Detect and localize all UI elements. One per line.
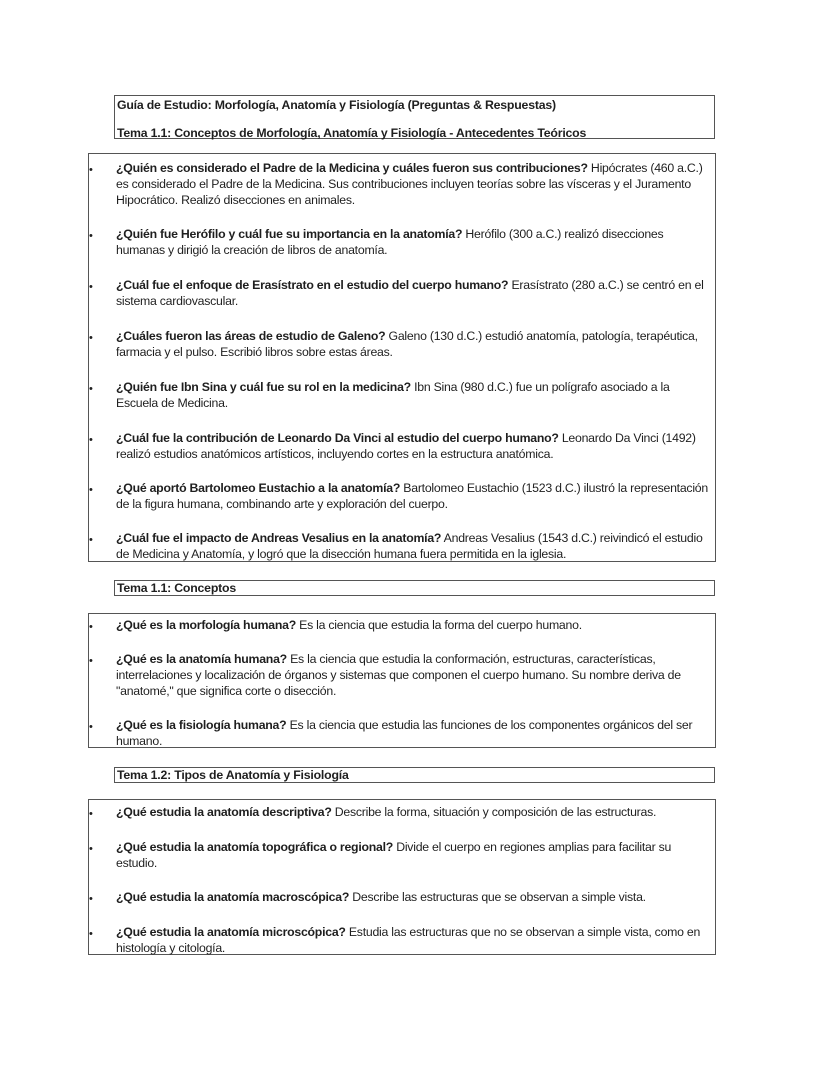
question: ¿Qué estudia la anatomía topográfica o regional? [116,840,394,854]
section-title-types: Tema 1.2: Tipos de Anatomía y Fisiología [114,767,715,783]
document-header [114,95,715,139]
bullet-marker: • [89,230,93,242]
bullet-marker: • [89,893,93,905]
question: ¿Qué estudia la anatomía microscópica? [116,925,346,939]
question: ¿Qué es la fisiología humana? [116,718,287,732]
bullet-marker: • [89,928,93,940]
answer: Galeno (130 d.C.) estudió anatomía, patología, terapéutica, farmacia y el pulso. Escribió libros sobre estas áreas. [116,329,698,359]
question: ¿Qué aportó Bartolomeo Eustachio a la anatomía? [116,481,401,495]
answer: Leonardo Da Vinci (1492) realizó estudios anatómicos artísticos, incluyendo cortes en la estructura anatómica. [116,431,696,461]
question: ¿Quién fue Ibn Sina y cuál fue su rol en la medicina? [116,380,411,394]
answer: Hipócrates (460 a.C.) es considerado el Padre de la Medicina. Sus contribuciones incluyen teorías sobre las vísceras y el Juramento Hipocrático. Realizó disecciones en animales. [116,161,703,207]
answer: Es la ciencia que estudia la forma del cuerpo humano. [295,618,582,632]
list-item [116,804,714,820]
bullet-marker: • [89,721,93,733]
section-title-concepts: Tema 1.1: Conceptos [114,580,715,596]
question: ¿Qué es la anatomía humana? [116,652,287,666]
list-item [116,651,714,699]
answer: Bartolomeo Eustachio (1523 d.C.) ilustró la representación de la figura humana, combinando arte y exploración del cuerpo. [116,481,708,511]
question: ¿Quién fue Herófilo y cuál fue su importancia en la anatomía? [116,227,463,241]
question: ¿Cuáles fueron las áreas de estudio de Galeno? [116,329,386,343]
answer: Divide el cuerpo en regiones amplias para facilitar su estudio. [116,840,672,870]
list-item [116,328,714,360]
answer: Herófilo (300 a.C.) realizó disecciones humanas y dirigió la creación de libros de anatomía. [116,227,664,257]
bullet-marker: • [89,655,93,667]
list-item [116,717,714,749]
answer: Es la ciencia que estudia la conformación, estructuras, características, interrelaciones y localización de órganos y sistemas que componen el cuerpo humano. Su nombre deriva de "anatomé," que significa corte o disección. [116,652,681,698]
answer: Erasístrato (280 a.C.) se centró en el sistema cardiovascular. [116,278,704,308]
question: ¿Cuál fue el enfoque de Erasístrato en el estudio del cuerpo humano? [116,278,509,292]
bullet-marker: • [89,808,93,820]
answer: Estudia las estructuras que no se observan a simple vista, como en histología y citología. [116,925,701,955]
bullet-marker: • [89,332,93,344]
document-subtitle: Tema 1.1: Conceptos de Morfología, Anatomía y Fisiología - Antecedentes Teóricos [117,126,587,140]
bullet-marker: • [89,843,93,855]
question: ¿Qué estudia la anatomía macroscópica? [116,890,350,904]
question: ¿Qué es la morfología humana? [116,618,296,632]
bullet-marker: • [89,164,93,176]
bullet-marker: • [89,383,93,395]
list-item [116,430,714,462]
list-item [116,160,714,208]
question: ¿Qué estudia la anatomía descriptiva? [116,805,332,819]
answer: Ibn Sina (980 d.C.) fue un polígrafo asociado a la Escuela de Medicina. [116,380,670,410]
bullet-marker: • [89,434,93,446]
bullet-marker: • [89,621,93,633]
answer: Andreas Vesalius (1543 d.C.) reivindicó el estudio de Medicina y Anatomía, y logró que la disección humana fuera permitida en la iglesia. [116,531,703,561]
answer: Describe las estructuras que se observan a simple vista. [349,890,646,904]
bullet-marker: • [89,281,93,293]
list-item [116,226,714,258]
document-title: Guía de Estudio: Morfología, Anatomía y Fisiología (Preguntas & Respuestas) [117,98,556,112]
list-item [116,839,714,871]
answer: Es la ciencia que estudia las funciones de los componentes orgánicos del ser humano. [116,718,693,748]
question: ¿Quién es considerado el Padre de la Medicina y cuáles fueron sus contribuciones? [116,161,588,175]
list-item [116,889,714,905]
bullet-marker: • [89,484,93,496]
list-item [116,530,714,562]
list-item [116,379,714,411]
list-item [116,480,714,512]
bullet-marker: • [89,534,93,546]
question: ¿Cuál fue el impacto de Andreas Vesalius en la anatomía? [116,531,442,545]
list-item [116,924,714,956]
list-item [116,617,714,633]
question: ¿Cuál fue la contribución de Leonardo Da Vinci al estudio del cuerpo humano? [116,431,559,445]
answer: Describe la forma, situación y composición de las estructuras. [331,805,657,819]
list-item [116,277,714,309]
